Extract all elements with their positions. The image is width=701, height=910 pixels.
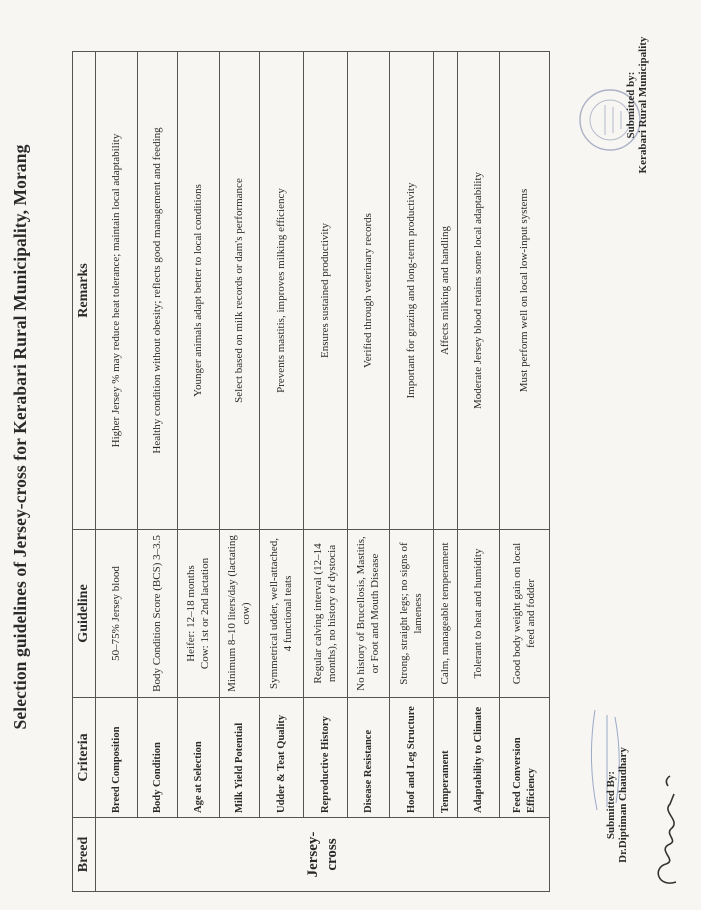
criteria-cell: Disease Resistance — [348, 698, 390, 818]
remarks-cell: Verified through veterinary records — [348, 52, 390, 530]
remarks-cell: Healthy condition without obesity; reflects good management and feeding — [138, 52, 178, 530]
criteria-cell: Feed Conversion Efficiency — [500, 698, 550, 818]
submitted-by-left — [605, 730, 629, 880]
guidelines-table — [72, 51, 550, 892]
guideline-cell: Good body weight gain on local feed and fodder — [500, 530, 550, 698]
remarks-cell: Must perform well on local low-input systems — [500, 52, 550, 530]
table-body — [96, 52, 550, 892]
guideline-cell: Body Condition Score (BCS) 3–3.5 — [138, 530, 178, 698]
table-row — [178, 52, 220, 892]
submitted-left-label: Submitted By: — [605, 770, 617, 840]
remarks-cell: Younger animals adapt better to local conditions — [178, 52, 220, 530]
guideline-cell: Calm, manageable temperament — [434, 530, 458, 698]
remarks-cell: Affects milking and handling — [434, 52, 458, 530]
guideline-cell: No history of Brucellosis, Mastitis, or Foot and Mouth Disease — [348, 530, 390, 698]
criteria-cell: Adaptability to Climate — [458, 698, 500, 818]
table-row — [260, 52, 304, 892]
remarks-cell: Ensures sustained productivity — [304, 52, 348, 530]
table-row — [458, 52, 500, 892]
table-row — [500, 52, 550, 892]
criteria-cell: Hoof and Leg Structure — [390, 698, 434, 818]
guideline-cell: Tolerant to heat and humidity — [458, 530, 500, 698]
guideline-cell: Minimum 8–10 liters/day (lactating cow) — [220, 530, 260, 698]
submitted-left-name: Dr.Diptiman Chaudhary — [617, 747, 629, 863]
page-title: Selection guidelines of Jersey-cross for Kerabari Rural Municipality, Morang — [10, 144, 30, 730]
guideline-cell: Heifer: 12–18 months Cow: 1st or 2nd lactation — [178, 530, 220, 698]
guideline-cell: Symmetrical udder, well-attached, 4 functional teats — [260, 530, 304, 698]
remarks-cell: Higher Jersey % may reduce heat tolerance; maintain local adaptability — [96, 52, 138, 530]
criteria-cell: Milk Yield Potential — [220, 698, 260, 818]
table-row — [434, 52, 458, 892]
header-guideline: Guideline — [73, 530, 96, 698]
guideline-cell: Strong, straight legs; no signs of lameness — [390, 530, 434, 698]
table-row — [348, 52, 390, 892]
submitted-right-name: Kerabari Rural Municipality — [637, 36, 649, 174]
header-remarks: Remarks — [73, 52, 96, 530]
criteria-cell: Reproductive History — [304, 698, 348, 818]
table-row — [390, 52, 434, 892]
remarks-cell: Prevents mastitis, improves milking efficiency — [260, 52, 304, 530]
table-row — [138, 52, 178, 892]
signature-icon — [648, 760, 688, 890]
submitted-by-right — [625, 5, 649, 205]
remarks-cell: Select based on milk records or dam's performance — [220, 52, 260, 530]
criteria-cell: Temperament — [434, 698, 458, 818]
guideline-cell: 50–75% Jersey blood — [96, 530, 138, 698]
breed-cell: Jersey-cross — [96, 818, 550, 892]
guideline-cell: Regular calving interval (12–14 months), no history of dystocia — [304, 530, 348, 698]
header-breed: Breed — [73, 818, 96, 892]
remarks-cell: Moderate Jersey blood retains some local adaptability — [458, 52, 500, 530]
header-row — [73, 52, 96, 892]
table-row — [304, 52, 348, 892]
remarks-cell: Important for grazing and long-term productivity — [390, 52, 434, 530]
table-row — [96, 52, 138, 892]
submitted-right-label: Submitted by: — [625, 71, 637, 139]
criteria-cell: Breed Composition — [96, 698, 138, 818]
criteria-cell: Udder & Teat Quality — [260, 698, 304, 818]
criteria-cell: Age at Selection — [178, 698, 220, 818]
criteria-cell: Body Condition — [138, 698, 178, 818]
header-criteria: Criteria — [73, 698, 96, 818]
table-row — [220, 52, 260, 892]
